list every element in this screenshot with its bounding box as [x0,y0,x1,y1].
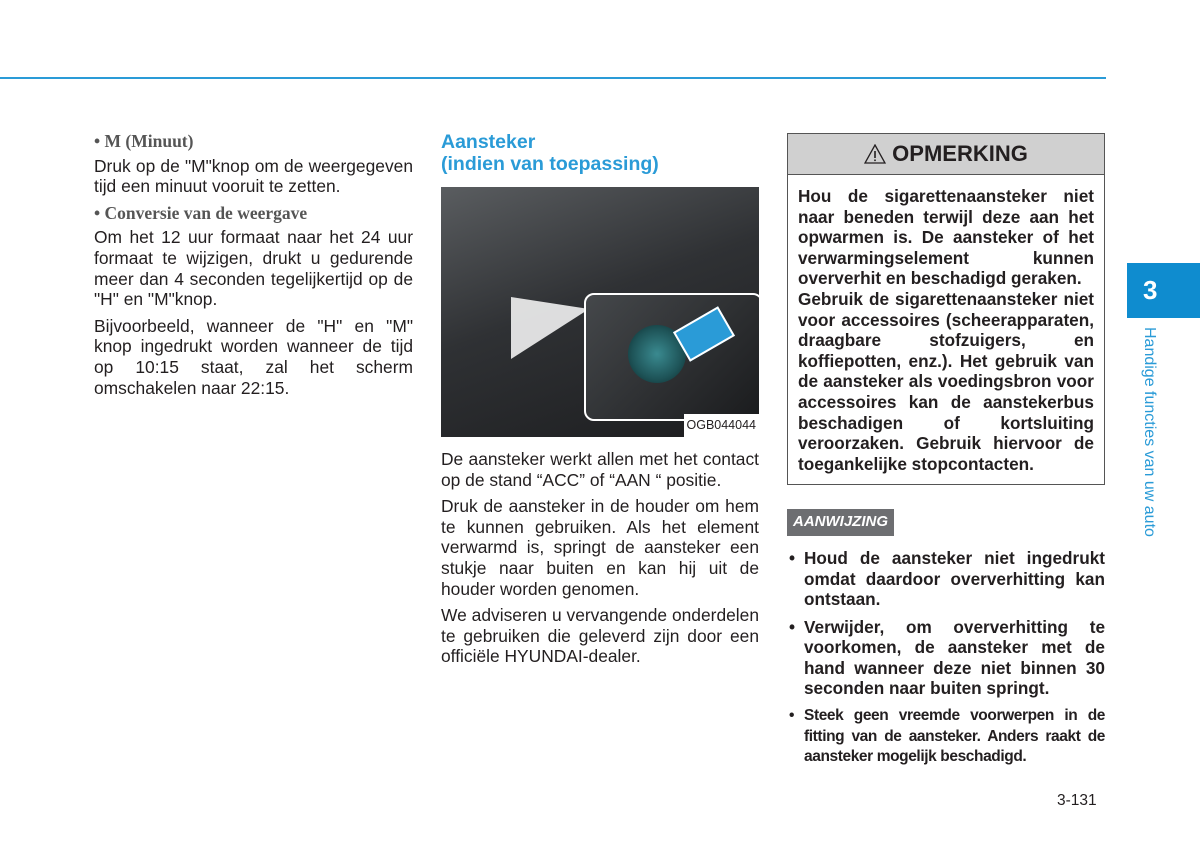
chapter-tab: 3 [1127,263,1200,318]
title-line: Aansteker [441,131,536,153]
title-line: (indien van toepassing) [441,153,659,175]
lighter-photo [441,187,759,437]
notice-header [788,134,1104,175]
list-item: • Verwijder, om oververhitting te voorkomen, de aansteker met de hand wanneer deze niet binnen 30 seconden naar buiten springt. [787,617,1105,699]
chapter-title: Handige functies van uw auto [1141,327,1158,537]
image-code: OGB044044 [684,414,760,437]
list-item: • Houd de aansteker niet ingedrukt omdat daardoor oververhitting kan ontstaan. [787,548,1105,610]
list-item: • Steek geen vreemde voorwerpen in de fitting van de aansteker. Anders raakt de aansteker mogelijk beschadigd. [787,706,1105,768]
subheading-minute: • M (Minuut) [94,131,194,151]
left-column [94,131,413,404]
right-column [787,133,1105,775]
notice-title: OPMERKING [892,140,1028,166]
notice-paragraph: Hou de sigarettenaansteker niet naar beneden terwijl deze aan het opwarmen is. De aansteker of het verwarmingselement kunnen oververhit en beschadigd geraken. [798,186,1094,289]
paragraph: De aansteker werkt allen met het contact op de stand “ACC” of “AAN “ positie. [441,449,759,490]
page-number: 3-131 [1057,792,1097,809]
warning-icon [864,144,886,164]
notice-paragraph: Gebruik de sigarettenaansteker niet voor accessoires (scheerapparaten, draagbare stofzuigers, en koffiepotten, enz.). Het gebruik van de aansteker als voedingsbron voor accessoires kan de aanstekerbus beschadigen of kortsluiting veroorzaken. Gebruik hiervoor de toegankelijke stopcontacten. [798,288,1094,474]
paragraph: Druk op de "M"knop om de weergegeven tijd een minuut vooruit te zetten. [94,155,413,197]
middle-column [441,131,759,673]
notice-body [788,175,1104,484]
paragraph: Bijvoorbeeld, wanneer de "H" en "M" knop ingedrukt worden wanneer de tijd op 10:15 staat, zal het scherm omschakelen naar 22:15. [94,315,413,398]
callout-beam [511,297,589,359]
subheading-conversion: • Conversie van de weergave [94,202,308,223]
paragraph: Druk de aansteker in de houder om hem te kunnen gebruiken. Als het element verwarmd is, springt de aansteker een stukje naar buiten en kan hij uit de houder worden genomen. [441,496,759,599]
notice-box [787,133,1105,485]
detail-inset [584,293,759,421]
header-rule [0,77,1106,79]
paragraph: We adviseren u vervangende onderdelen te gebruiken die geleverd zijn door een officiële HYUNDAI-dealer. [441,605,759,667]
paragraph: Om het 12 uur formaat naar het 24 uur formaat te wijzigen, drukt u gedurende meer dan 4 seconden tegelijkertijd op de "H" en "M"knop. [94,227,413,310]
section-title [441,131,759,175]
hint-badge: AANWIJZING [787,509,894,536]
hint-list [787,548,1105,768]
